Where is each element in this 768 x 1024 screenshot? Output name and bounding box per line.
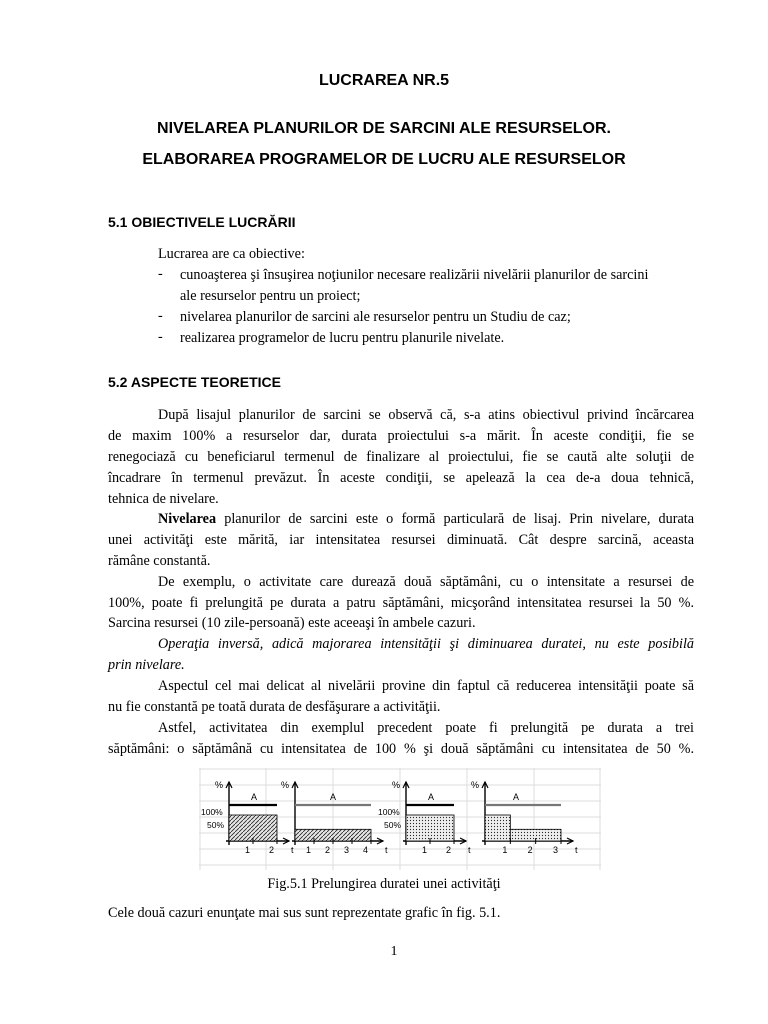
section-2-heading: 5.2 ASPECTE TEORETICE	[108, 374, 281, 390]
figure-5-1	[199, 768, 601, 870]
bullet-3: realizarea programelor de lucru pentru planurile nivelate.	[180, 330, 505, 346]
closing-sentence: Cele două cazuri enunţate mai sus sunt reprezentate grafic în fig. 5.1.	[108, 905, 501, 921]
series-label-a: A	[251, 792, 258, 802]
paragraph-line: unei activităţi este mărită, iar intensitatea resursei diminuată. Cât despre sarcină, aceasta	[108, 532, 694, 548]
intensity-block	[485, 815, 510, 841]
level-50-label: 50%	[384, 820, 402, 830]
paragraph-line: După lisajul planurilor de sarcini se observă că, s-a atins obiectivul privind încărcarea	[158, 407, 694, 423]
x-tick-label: 1	[502, 845, 508, 855]
italic-line: Operaţia inversă, adică majorarea intensităţii şi diminuarea duratei, nu este posibilă	[158, 636, 694, 652]
subtitle-line-2: ELABORAREA PROGRAMELOR DE LUCRU ALE RESURSELOR	[142, 151, 626, 168]
x-unit-label: t	[468, 845, 471, 855]
x-tick-label: 4	[363, 845, 369, 855]
x-unit-label: t	[575, 845, 578, 855]
paragraph-line: de maxim 100% a resurselor dar, durata proiectului s-a mărit. În aceste condiţii, fie se	[108, 428, 694, 444]
bullet-2: nivelarea planurilor de sarcini ale resurselor pentru un Studiu de caz;	[180, 309, 571, 325]
x-tick-label: 3	[553, 845, 559, 855]
level-100-label: 100%	[378, 807, 400, 817]
paragraph-line-nivelarea	[108, 510, 694, 528]
x-unit-label: t	[291, 845, 294, 855]
y-unit-label: %	[215, 780, 224, 790]
paragraph-line: săptămâni: o săptămână cu intensitatea de 100 % şi două săptămâni cu intensitatea de 50 %.	[108, 741, 694, 757]
intensity-block	[406, 815, 454, 841]
series-label-a: A	[330, 792, 337, 802]
paragraph-line: nu fie constantă pe toată durata de desfăşurare a activităţii.	[108, 699, 441, 715]
x-tick-label: 1	[422, 845, 428, 855]
objectives-intro: Lucrarea are ca obiective:	[158, 246, 305, 262]
series-label-a: A	[428, 792, 435, 802]
intensity-block	[229, 815, 277, 841]
bullet-1-line-1: cunoaşterea şi însuşirea noţiunilor necesare realizării nivelării planurilor de sarcini	[180, 267, 649, 283]
paragraph-line: 100%, poate fi prelungită pe durata a patru săptămâni, micşorând intensitatea resursei la 50 %.	[108, 595, 694, 611]
italic-line: prin nivelare.	[108, 657, 185, 673]
paragraph-line: tehnica de nivelare.	[108, 491, 219, 507]
page-number: 1	[390, 944, 398, 959]
level-100-label: 100%	[201, 807, 223, 817]
figure-caption: Fig.5.1 Prelungirea duratei unei activităţi	[267, 876, 501, 892]
x-tick-label: 2	[325, 845, 331, 855]
x-tick-label: 1	[306, 845, 312, 855]
term-nivelarea: Nivelarea	[158, 511, 217, 527]
x-tick-label: 2	[269, 845, 275, 855]
section-1-heading: 5.1 OBIECTIVELE LUCRĂRII	[108, 214, 296, 230]
series-label-a: A	[513, 792, 520, 802]
bullet-dash: -	[158, 308, 163, 324]
paragraph-text: planurilor de sarcini este o formă particulară de lisaj. Prin nivelare, durata	[216, 511, 694, 527]
bullet-1-line-2: ale resurselor pentru un proiect;	[180, 288, 361, 304]
x-tick-label: 2	[446, 845, 452, 855]
paragraph-line: renegociază cu beneficiarul termenul de finalizare al proiectului, fie se caută alte soluţii de	[108, 449, 694, 465]
paragraph-line: Aspectul cel mai delicat al nivelării provine din faptul că reducerea intensităţii poate să	[158, 678, 694, 694]
x-tick-label: 3	[344, 845, 350, 855]
bullet-dash: -	[158, 266, 163, 282]
level-50-label: 50%	[207, 820, 225, 830]
bullet-dash: -	[158, 329, 163, 345]
subtitle-line-1: NIVELAREA PLANURILOR DE SARCINI ALE RESURSELOR.	[157, 120, 611, 137]
paragraph-line: încadrare în termenul prevăzut. În aceste condiţii, se apelează la cea de-a doua tehnică,	[108, 470, 694, 486]
y-unit-label: %	[392, 780, 401, 790]
x-tick-label: 1	[245, 845, 251, 855]
paragraph-line: De exemplu, o activitate care durează două săptămâni, cu o intensitate a resursei de	[158, 574, 694, 590]
page-title: LUCRAREA NR.5	[318, 72, 450, 89]
y-unit-label: %	[471, 780, 480, 790]
x-unit-label: t	[385, 845, 388, 855]
paragraph-line: Sarcina resursei (10 zile-persoană) este aceeaşi în ambele cazuri.	[108, 615, 476, 631]
paragraph-line: Astfel, activitatea din exemplul precedent poate fi prelungită pe durata a trei	[158, 720, 694, 736]
x-tick-label: 2	[527, 845, 533, 855]
paragraph-line: rămâne constantă.	[108, 553, 211, 569]
y-unit-label: %	[281, 780, 290, 790]
